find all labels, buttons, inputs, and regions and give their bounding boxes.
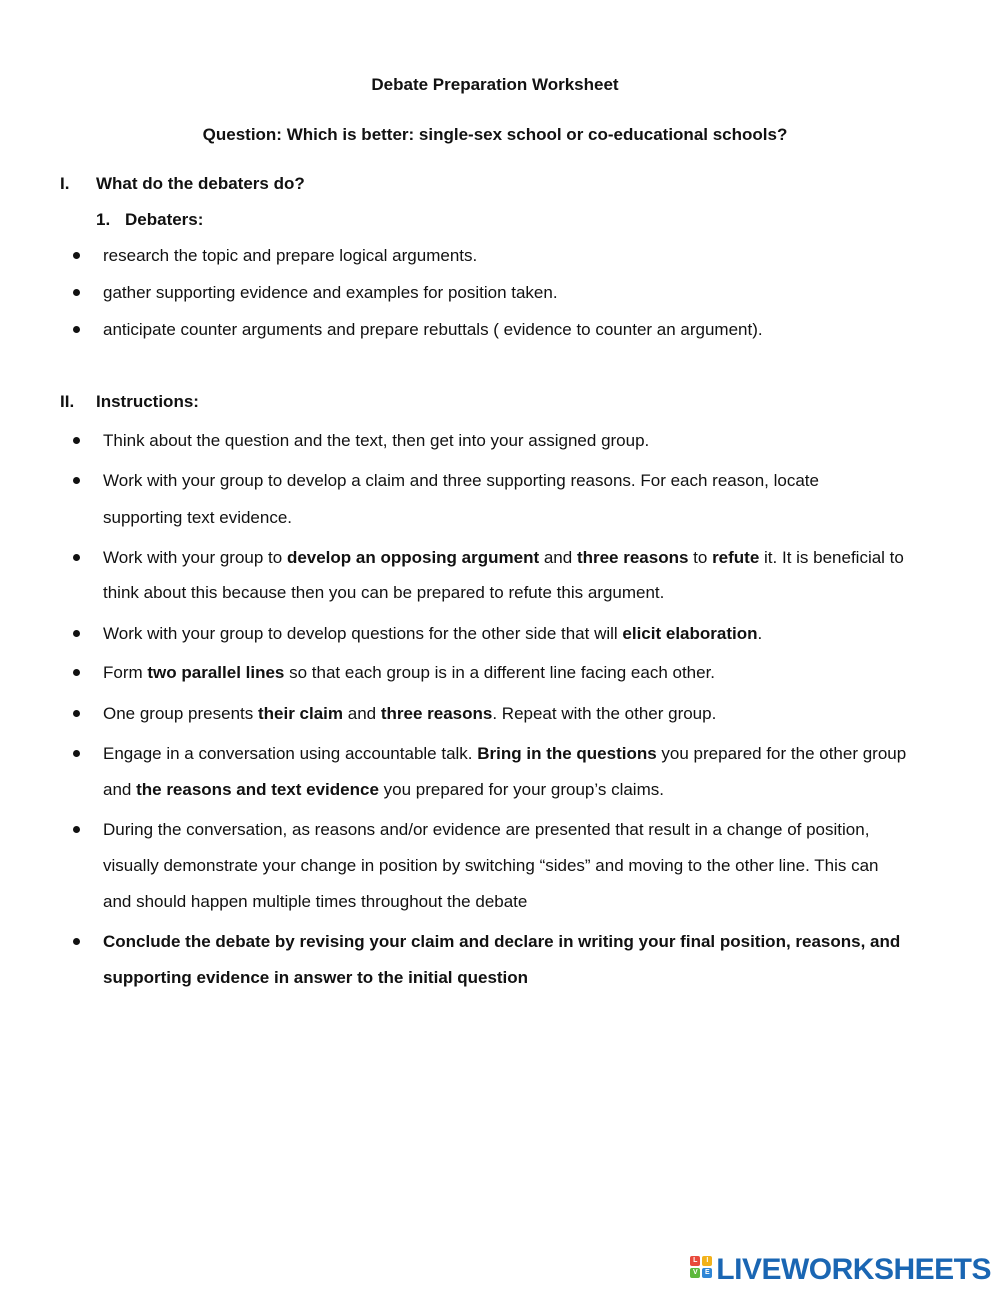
bullet-icon [73,326,83,336]
instruction-7-line-1: Engage in a conversation using accountable talk. Bring in the questions you prepared for the other group [103,744,907,763]
instruction-4: Work with your group to develop questions for the other side that will elicit elaboration. [103,624,763,643]
list-item: anticipate counter arguments and prepare rebuttals ( evidence to counter an argument). [103,320,763,339]
instruction-8-line-1: During the conversation, as reasons and/or evidence are presented that result in a change of position, [103,820,870,839]
instruction-6: One group presents their claim and three reasons. Repeat with the other group. [103,704,717,723]
liveworksheets-logo[interactable] [690,1253,991,1287]
instruction-8-line-2: visually demonstrate your change in position by switching “sides” and moving to the other line. This can [103,856,879,875]
instruction-5: Form two parallel lines so that each group is in a different line facing each other. [103,663,716,682]
bullet-icon [73,630,83,640]
instruction-2-line-1: Work with your group to develop a claim and three supporting reasons. For each reason, locate [103,471,819,490]
bullet-icon [73,477,83,487]
subsection-number: 1. [96,210,111,229]
bullet-icon [73,826,83,836]
section-1-title: What do the debaters do? [96,174,305,193]
section-2-number: II. [60,392,75,411]
logo-text: LIVEWORKSHEETS [716,1253,991,1286]
list-item: gather supporting evidence and examples for position taken. [103,283,558,302]
bullet-icon [73,710,83,720]
instruction-9-line-1: Conclude the debate by revising your claim and declare in writing your final position, reasons, and [103,932,901,951]
logo-cubes-icon: L I V E [690,1256,714,1284]
worksheet-title: Debate Preparation Worksheet [371,75,619,94]
instruction-9-line-2: supporting evidence in answer to the initial question [103,968,529,987]
instruction-3-line-2: think about this because then you can be prepared to refute this argument. [103,583,665,602]
bullet-icon [73,938,83,948]
instruction-8-line-3: and should happen multiple times throughout the debate [103,892,528,911]
list-item: research the topic and prepare logical arguments. [103,246,478,265]
instruction-1: Think about the question and the text, then get into your assigned group. [103,431,650,450]
bullet-icon [73,437,83,447]
bullet-icon [73,252,83,262]
bullet-icon [73,289,83,299]
instruction-7-line-2: and the reasons and text evidence you prepared for your group’s claims. [103,780,664,799]
bullet-icon [73,669,83,679]
section-1-number: I. [60,174,70,193]
bullet-icon [73,750,83,760]
instruction-2-line-2: supporting text evidence. [103,508,293,527]
debate-question: Question: Which is better: single-sex school or co-educational schools? [202,125,788,144]
subsection-title: Debaters: [125,210,204,229]
section-2-title: Instructions: [96,392,199,411]
bullet-icon [73,554,83,564]
instruction-3-line-1: Work with your group to develop an opposing argument and three reasons to refute it. It is beneficial to [103,548,904,567]
